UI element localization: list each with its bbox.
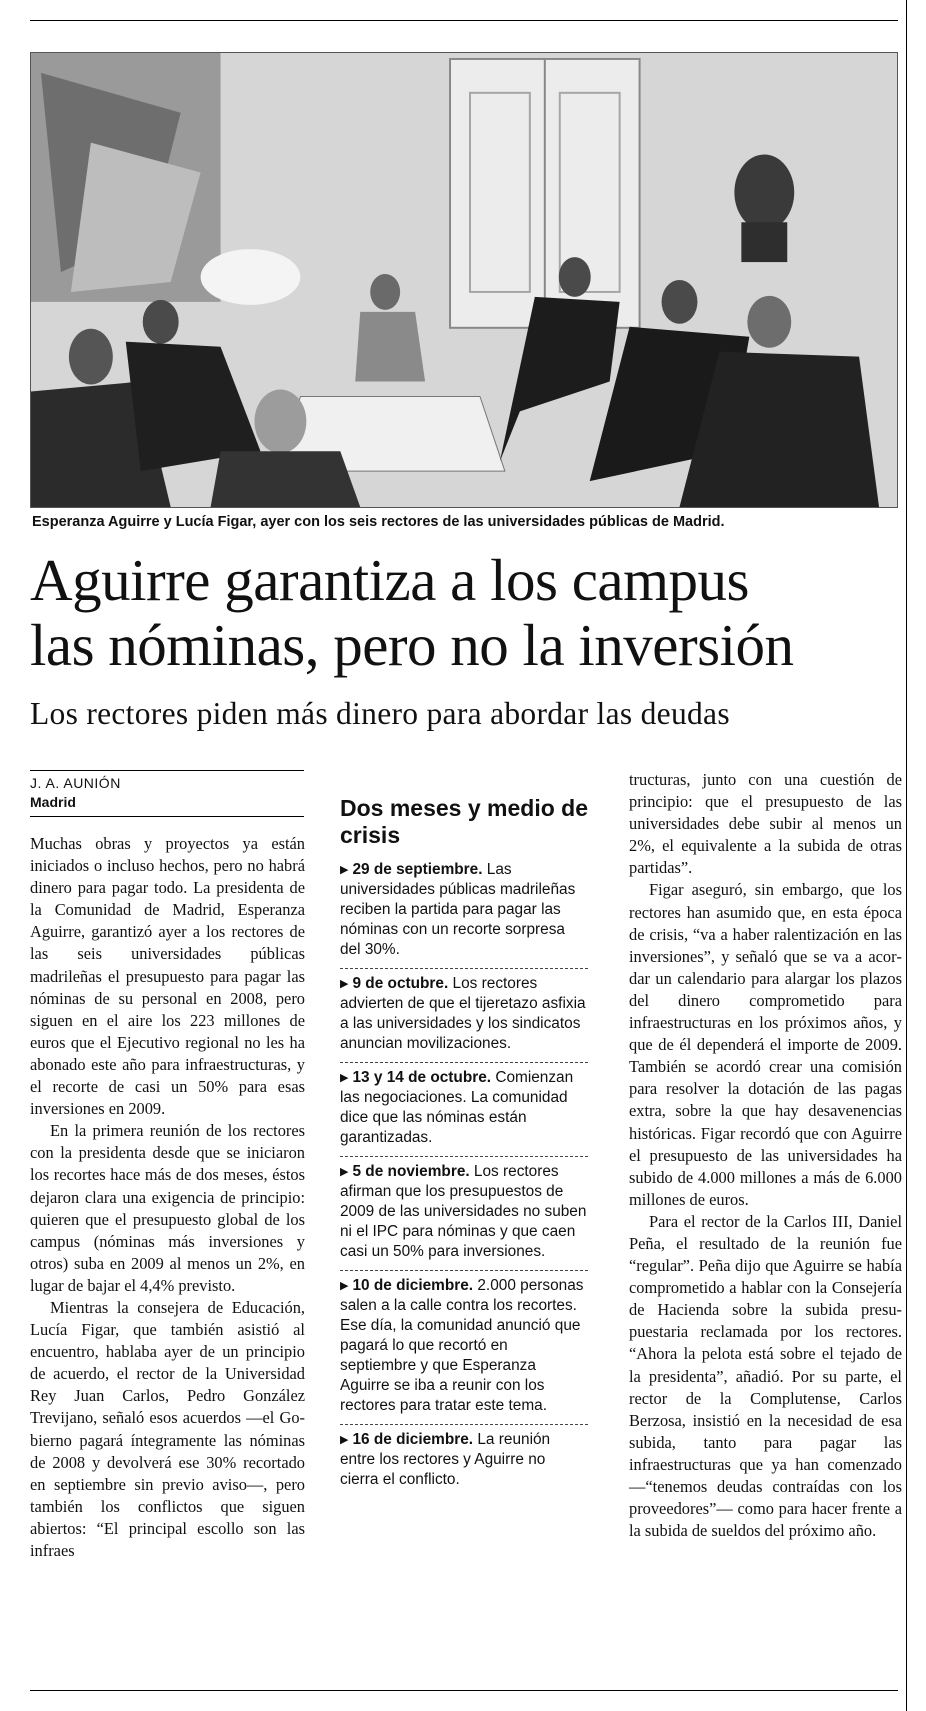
subheadline: Los rectores piden más dinero para abordar las deudas xyxy=(30,696,730,731)
paragraph: tructuras, junto con una cuestión de principio: que el presupuesto de las universidades debe subir al menos un 2%, el equivalente a la subida de otras partidas”. xyxy=(629,770,902,878)
triangle-bullet-icon: ▶ xyxy=(340,1166,349,1178)
paragraph: Mientras la consejera de Educación, Lucía Figar, que también asistió al encuentro, hablaba ayer de un principio de acuerdo, el rector de la Universidad Rey Juan Carlos, Pedro González Trevijano, señaló esos acuerdos —el Gobierno pagará íntegramente las nóminas de 2008 y devolverá ese 30% recortado en septiembre sin previo aviso—, pero también los conflictos que siguen abiertos: “El principal escollo son las infraes xyxy=(30,1297,305,1560)
byline-rule-top xyxy=(30,770,304,771)
paragraph: En la primera reunión de los rectores con la presidenta desde que se iniciaron los recortes hace más de dos meses, éstos dejaron clara una exigencia de principio: quieren que el presupuesto global de los campus (nóminas más inversiones y otros) suba en 2009 al menos un 2%, en lugar de bajar el 4,4% previsto. xyxy=(30,1121,305,1295)
meeting-photo-illustration xyxy=(31,53,897,507)
triangle-bullet-icon: ▶ xyxy=(340,1072,349,1084)
triangle-bullet-icon: ▶ xyxy=(340,978,349,990)
entry-text: Los rectores advierten de que el tijeretazo asfixia a las universidades y los sindicatos anuncian movilizaciones. xyxy=(340,975,586,1052)
entry-text: La reunión entre los rectores y Aguirre no cierra el conflicto. xyxy=(340,1431,551,1488)
triangle-bullet-icon: ▶ xyxy=(340,1434,349,1446)
sidebar-title: Dos meses y medio de crisis xyxy=(340,795,588,848)
news-photo xyxy=(30,52,898,508)
timeline-entry xyxy=(340,855,588,969)
paragraph: Figar aseguró, sin embargo, que los rectores han asumido que, en esta época de crisis, “va a haber ralentización en las inversiones”, y señaló que se va a acordar un calendario para alargar los plazos del dinero comprometido para infraestructuras en los próximos años, y que de él dependerá el importe de 2009. También se acordó crear una comisión para resolver la dotación de las pagas extra, sobre la que hay desavenencias históricas. Figar recordó que con Aguirre el presupuesto de las universidades ha subido de 4.000 millones a más de 6.000 millones de euros. xyxy=(629,880,902,1209)
triangle-bullet-icon: ▶ xyxy=(340,864,349,876)
byline-place: Madrid xyxy=(30,794,76,810)
timeline-entry xyxy=(340,1425,588,1498)
byline xyxy=(30,774,304,812)
entry-date: 9 de octubre. xyxy=(352,975,449,992)
top-rule xyxy=(30,20,898,21)
entry-date: 16 de diciembre. xyxy=(352,1431,474,1448)
article-column-1 xyxy=(30,833,305,1562)
byline-rule-bottom xyxy=(30,816,304,817)
headline xyxy=(30,548,906,678)
entry-text: Comienzan las negociaciones. La comunidad dice que las nóminas están garantizadas. xyxy=(340,1069,574,1146)
entry-text: 2.000 personas salen a la calle contra los recortes. Ese día, la comunidad anunció que pagará lo que recortó en septiembre y que Esperanza Aguirre se iba a reunir con los rectores para tratar este tema. xyxy=(340,1277,584,1414)
headline-line-1: Aguirre garantiza a los campus xyxy=(30,547,749,613)
timeline-entry xyxy=(340,1063,588,1157)
entry-text: Los rectores afirman que los presupuestos de 2009 de las universidades no suben ni el IPC para nóminas y que caen casi un 50% para inversiones. xyxy=(340,1163,587,1260)
right-column-rule xyxy=(906,0,907,1711)
entry-date: 13 y 14 de octubre. xyxy=(352,1069,492,1086)
headline-line-2: las nóminas, pero no la inversión xyxy=(30,612,794,678)
byline-author: J. A. AUNIÓN xyxy=(30,775,121,791)
paragraph: Para el rector de la Carlos III, Daniel Peña, el resultado de la reunión fue “regular”. Peña dijo que Aguirre se había comprometido a hablar con la Consejería de Hacienda sobre la subida presupuestaria reclamada por los rectores. “Ahora la pelota está sobre el tejado de la presidenta”, añadió. Por su parte, el rector de la Complutense, Carlos Berzosa, insistió en la necesidad de esa subida, tanto para pagar las infraestructuras que ya han comenzado —“tenemos deudas contraídas con los proveedores”— como para hacer frente a la subida de sueldos del próximo año. xyxy=(629,1211,902,1541)
triangle-bullet-icon: ▶ xyxy=(340,1280,349,1292)
entry-text: Las universidades públicas madrileñas reciben la partida para pagar las nóminas con un recorte sorpresa del 30%. xyxy=(340,861,576,958)
article-column-3 xyxy=(629,769,902,1542)
entry-date: 5 de noviembre. xyxy=(352,1163,470,1180)
entry-date: 29 de septiembre. xyxy=(352,861,483,878)
timeline-entry xyxy=(340,1271,588,1425)
bottom-rule xyxy=(30,1690,898,1691)
photo-caption: Esperanza Aguirre y Lucía Figar, ayer con los seis rectores de las universidades públicas de Madrid. xyxy=(32,514,725,530)
timeline-entry xyxy=(340,1157,588,1271)
timeline-entry xyxy=(340,969,588,1063)
paragraph: Muchas obras y proyectos ya están iniciados o incluso hechos, pero no habrá dinero para pagar todo. La presidenta de la Comunidad de Madrid, Esperanza Aguirre, garantizó ayer a los rectores de las seis universidades públicas madrileñas el presupuesto para pagar las nóminas de su personal en 2008, pero siguen en el aire los 223 millones de euros que el Ejecutivo regional no les ha abonado este año para infraestructuras, y el recorte de casi un 50% para esas inversiones en 2009. xyxy=(30,834,305,1119)
timeline-sidebar xyxy=(340,795,588,1498)
entry-date: 10 de diciembre. xyxy=(352,1277,474,1294)
